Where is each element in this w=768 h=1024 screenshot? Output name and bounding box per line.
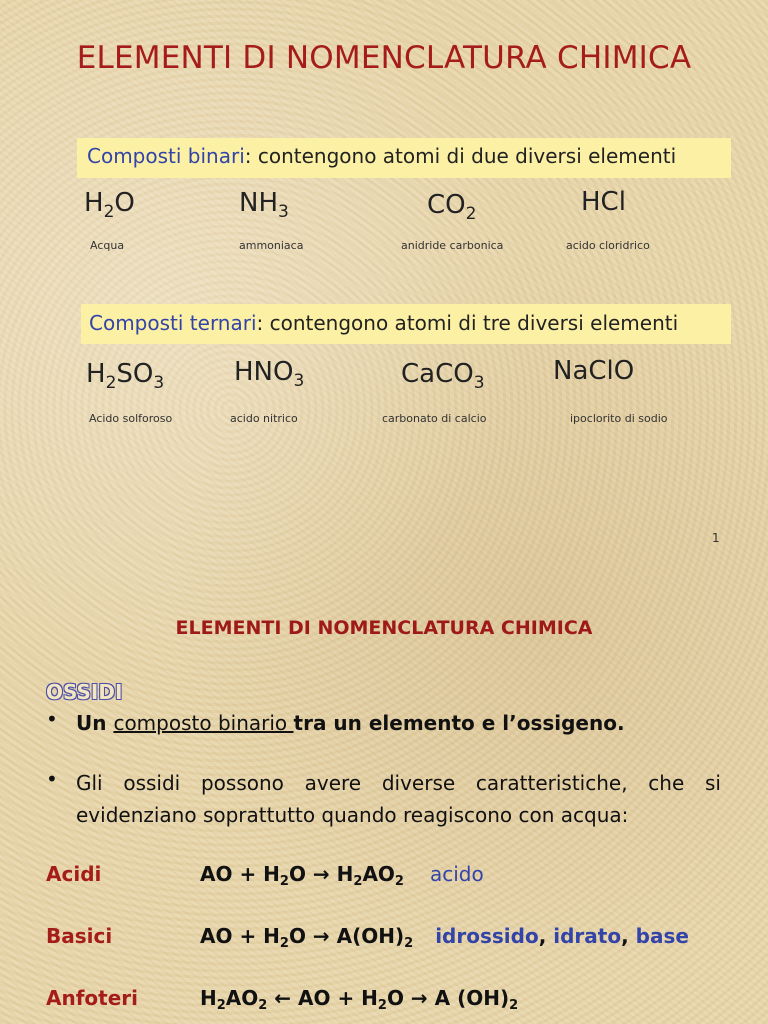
name-ammonia: ammoniaca	[239, 239, 304, 252]
name-caco3: carbonato di calcio	[382, 412, 487, 425]
name-co2: anidride carbonica	[401, 239, 504, 252]
formula-naclo: NaClO	[553, 356, 635, 386]
name-water: Acqua	[90, 239, 125, 252]
product-base: base	[635, 924, 689, 948]
formula-water: $H_2O$	[84, 188, 135, 222]
formula-hcl: HCl	[581, 187, 626, 217]
slide2-title: ELEMENTI DI NOMENCLATURA CHIMICA	[175, 617, 593, 639]
label-acidi: Acidi	[46, 862, 102, 886]
bullet-marker: •	[46, 707, 58, 731]
label-basici: Basici	[46, 924, 113, 948]
label-anfoteri: Anfoteri	[46, 986, 139, 1010]
formula-co2: $CO_2$	[427, 190, 477, 224]
name-hno3: acido nitrico	[230, 412, 298, 425]
ternari-description: : contengono atomi di tre diversi elementi	[256, 311, 679, 335]
binari-keyword: Composti binari	[87, 144, 245, 168]
page-number: 1	[712, 531, 720, 545]
ternari-definition-box	[81, 304, 731, 344]
name-h2so3: Acido solforoso	[89, 412, 173, 425]
equation-basici: AO + $H_2O \to A(OH)_2$ idrossido, idrato, base	[200, 924, 689, 951]
ternari-definition	[89, 311, 678, 335]
bullet-characteristics: Gli ossidi possono avere diverse caratteristiche, che si evidenziano soprattutto quando reagiscono con acqua:	[76, 771, 721, 827]
section-heading-ossidi: OSSIDI	[46, 680, 123, 704]
bullet-definition: Un composto binario tra un elemento e l’ossigeno.	[76, 711, 625, 735]
product-idrato: idrato	[553, 924, 622, 948]
name-hcl: acido cloridrico	[566, 239, 650, 252]
formula-hno3: $HNO_3$	[234, 357, 305, 391]
ternari-keyword: Composti ternari	[89, 311, 257, 335]
equation-acidi: AO + $H_2O \to H_2AO_2$ acido	[200, 862, 484, 889]
product-acido: acido	[429, 862, 484, 886]
binari-definition	[87, 144, 676, 168]
equation-anfoteri: $H_2AO_2$ ← AO + $H_2O \to A$ $(OH)_2$	[200, 986, 519, 1013]
formula-h2so3: $H_2SO_3$	[86, 359, 165, 393]
bullet-marker: •	[46, 767, 58, 791]
product-idrossido: idrossido	[435, 924, 539, 948]
formula-ammonia: $NH_3$	[239, 188, 289, 222]
name-naclo: ipoclorito di sodio	[570, 412, 668, 425]
formula-caco3: CaCO$_3$	[401, 359, 485, 393]
binari-description: : contengono atomi di due diversi elementi	[244, 144, 677, 168]
slide1-title: ELEMENTI DI NOMENCLATURA CHIMICA	[76, 40, 692, 76]
binari-definition-box	[77, 138, 731, 178]
